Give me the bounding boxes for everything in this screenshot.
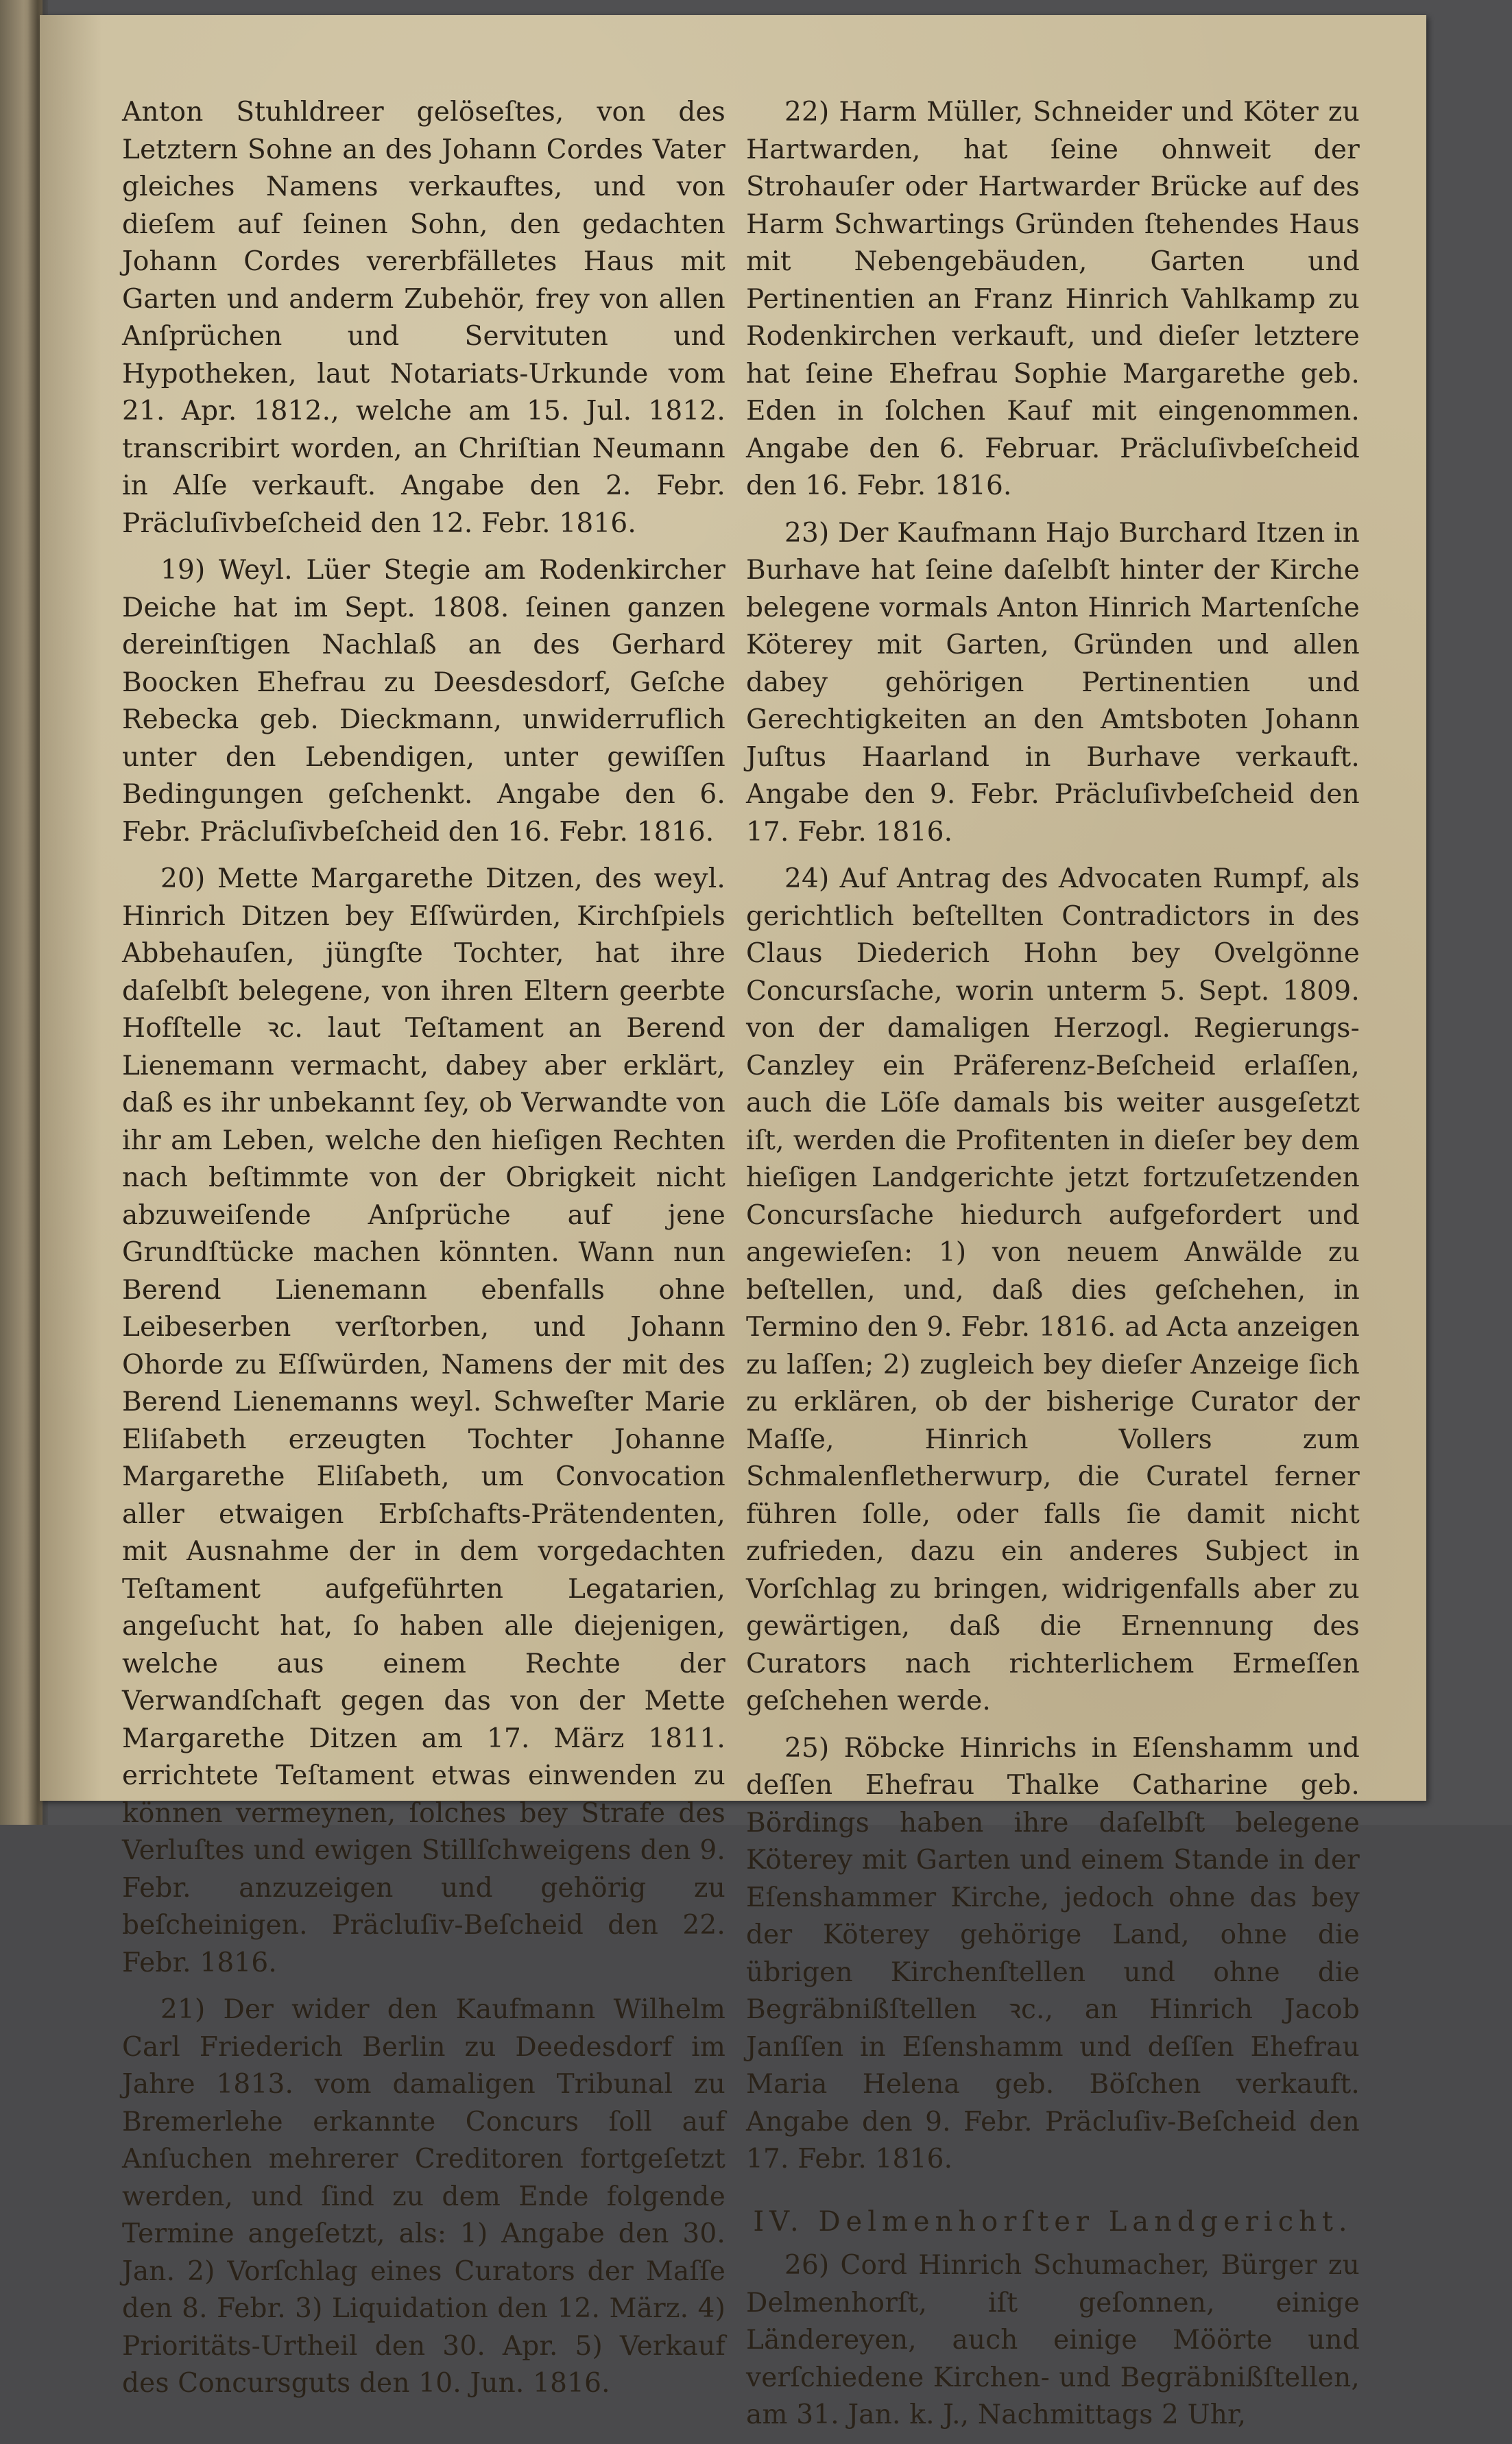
paragraph-p20: 20) Mette Margarethe Ditzen, des weyl. Hinrich Ditzen bey Eſſwürden, Kirchſpiels Abbehauſen, jüngſte Tochter, hat ihre daſelbſt belegene, von ihren Eltern geerbte Hofſtelle ꝛc. laut Teſtament an Berend Lienemann vermacht, dabey aber erklärt, daß es ihr unbekannt ſey, ob Verwandte von ihr am Leben, welche den hieſigen Rechten nach beſtimmte von der Obrigkeit nicht abzuweiſende Anſprüche auf jene Grundſtücke machen könnten. Wann nun Berend Lienemann ebenfalls ohne Leibeserben verſtorben, und Johann Ohorde zu Eſſwürden, Namens der mit des Berend Lienemanns weyl. Schweſter Marie Eliſabeth erzeugten Tochter Johanne Margarethe Eliſabeth, um Convocation aller etwaigen Erbſchafts-Prätendenten, mit Ausnahme der in dem vorgedachten Teſtament aufgeführten Legatarien, angeſucht hat, ſo haben alle diejenigen, welche aus einem Rechte der Verwandſchaft gegen das von der Mette Margarethe Ditzen am 17. März 1811. errichtete Teſtament etwas einwenden zu können vermeynen, ſolches bey Strafe des Verluſtes und ewigen Stillſchweigens den 9. Febr. anzuzeigen und gehörig zu beſcheinigen. Präcluſiv-Beſcheid den 22. Febr. 1816. <box>122 863 725 1978</box>
paragraph-p21: 21) Der wider den Kaufmann Wilhelm Carl Friederich Berlin zu Deedesdorf im Jahre 1813. vom damaligen Tribunal zu Bremerlehe erkannte Concurs ſoll auf Anſuchen mehrerer Creditoren fortgeſetzt werden, und ſind zu dem Ende folgende Termine angeſetzt, als: 1) Angabe den 30. Jan. 2) Vorſchlag eines Curators der Maſſe den 8. Febr. 3) Liquidation den 12. März. 4) Prioritäts-Urtheil den 30. Apr. 5) Verkauf des Concursguts den 10. Jun. 1816. <box>122 1994 725 2399</box>
paragraph-p25: 25) Röbcke Hinrichs in Eſenshamm und deſſen Ehefrau Thalke Catharine geb. Bördings haben ihre daſelbſt belegene Köterey mit Garten und einem Stande in der Eſenshammer Kirche, jedoch ohne das bey der Köterey gehörige Land, ohne die übrigen Kirchenſtellen und ohne die Begräbnißſtellen ꝛc., an Hinrich Jacob Janſſen in Eſenshamm und deſſen Ehefrau Maria Helena geb. Böſchen verkauft. Angabe den 9. Febr. Präcluſiv-Beſcheid den 17. Febr. 1816. <box>746 1732 1360 2175</box>
paragraph-p18: Anton Stuhldreer gelöseſtes, von des Letztern Sohne an des Johann Cordes Vater gleiches Namens verkauftes, und von dieſem auf ſeinen Sohn, den gedachten Johann Cordes vererbfälletes Haus mit Garten und anderm Zubehör, frey von allen Anſprüchen und Servituten und Hypotheken, laut Notariats-Urkunde vom 21. Apr. 1812., welche am 15. Jul. 1812. transcribirt worden, an Chriſtian Neumann in Alſe verkauft. Angabe den 2. Febr. Präcluſivbeſcheid den 12. Febr. 1816. <box>122 97 725 539</box>
right-column <box>746 94 1360 2444</box>
left-column <box>122 94 725 2412</box>
paragraph-p23: 23) Der Kaufmann Hajo Burchard Itzen in Burhave hat ſeine daſelbſt hinter der Kirche belegene vormals Anton Hinrich Martenſche Köterey mit Garten, Gründen und allen dabey gehörigen Pertinentien und Gerechtigkeiten an den Amtsboten Johann Juſtus Haarland in Burhave verkauft. Angabe den 9. Febr. Präcluſivbeſcheid den 17. Febr. 1816. <box>746 517 1360 848</box>
paragraph-p22: 22) Harm Müller, Schneider und Köter zu Hartwarden, hat ſeine ohnweit der Strohauſer oder Hartwarder Brücke auf des Harm Schwartings Gründen ſtehendes Haus mit Nebengebäuden, Garten und Pertinentien an Franz Hinrich Vahlkamp zu Rodenkirchen verkauft, und dieſer letztere hat ſeine Ehefrau Sophie Margarethe geb. Eden in ſolchen Kauf mit eingenommen. Angabe den 6. Februar. Präcluſivbeſcheid den 16. Febr. 1816. <box>746 97 1360 501</box>
page <box>40 15 1426 2430</box>
paragraph-p24: 24) Auf Antrag des Advocaten Rumpf, als gerichtlich beſtellten Contradictors in des Claus Diederich Hohn bey Ovelgönne Concursſache, worin unterm 5. Sept. 1809. von der damaligen Herzogl. Regierungs-Canzley ein Präferenz-Beſcheid erlaſſen, auch die Löſe damals bis weiter ausgeſetzt iſt, werden die Profitenten in dieſer bey dem hieſigen Landgerichte jetzt fortzuſetzenden Concursſache hiedurch aufgefordert und angewieſen: 1) von neuem Anwälde zu beſtellen, und, daß dies geſchehen, in Termino den 9. Febr. 1816. ad Acta anzeigen zu laſſen; 2) zugleich bey dieſer Anzeige ſich zu erklären, ob der bisherige Curator der Maſſe, Hinrich Vollers zum Schmalenfletherwurp, die Curatel ferner führen ſolle, oder falls ſie damit nicht zufrieden, dazu ein anderes Subject in Vorſchlag zu bringen, widrigenfalls aber zu gewärtigen, daß die Ernennung des Curators nach richterlichem Ermeſſen geſchehen werde. <box>746 863 1360 1716</box>
paragraph-p26: 26) Cord Hinrich Schumacher, Bürger zu Delmenhorſt, iſt geſonnen, einige Ländereyen, auch einige Möörte und verſchiedene Kirchen- und Begräbnißſtellen, am 31. Jan. k. J., Nachmittags 2 Uhr, <box>746 2250 1360 2430</box>
section-heading: IV. Delmenhorſter Landgericht. <box>753 2205 1353 2238</box>
paragraph-p19: 19) Weyl. Lüer Stegie am Rodenkircher Deiche hat im Sept. 1808. ſeinen ganzen dereinſtigen Nachlaß an des Gerhard Boocken Ehefrau zu Deesdesdorf, Geſche Rebecka geb. Dieckmann, unwiderruflich unter den Lebendigen, unter gewiſſen Bedingungen geſchenkt. Angabe den 6. Febr. Präcluſivbeſcheid den 16. Febr. 1816. <box>122 555 725 848</box>
